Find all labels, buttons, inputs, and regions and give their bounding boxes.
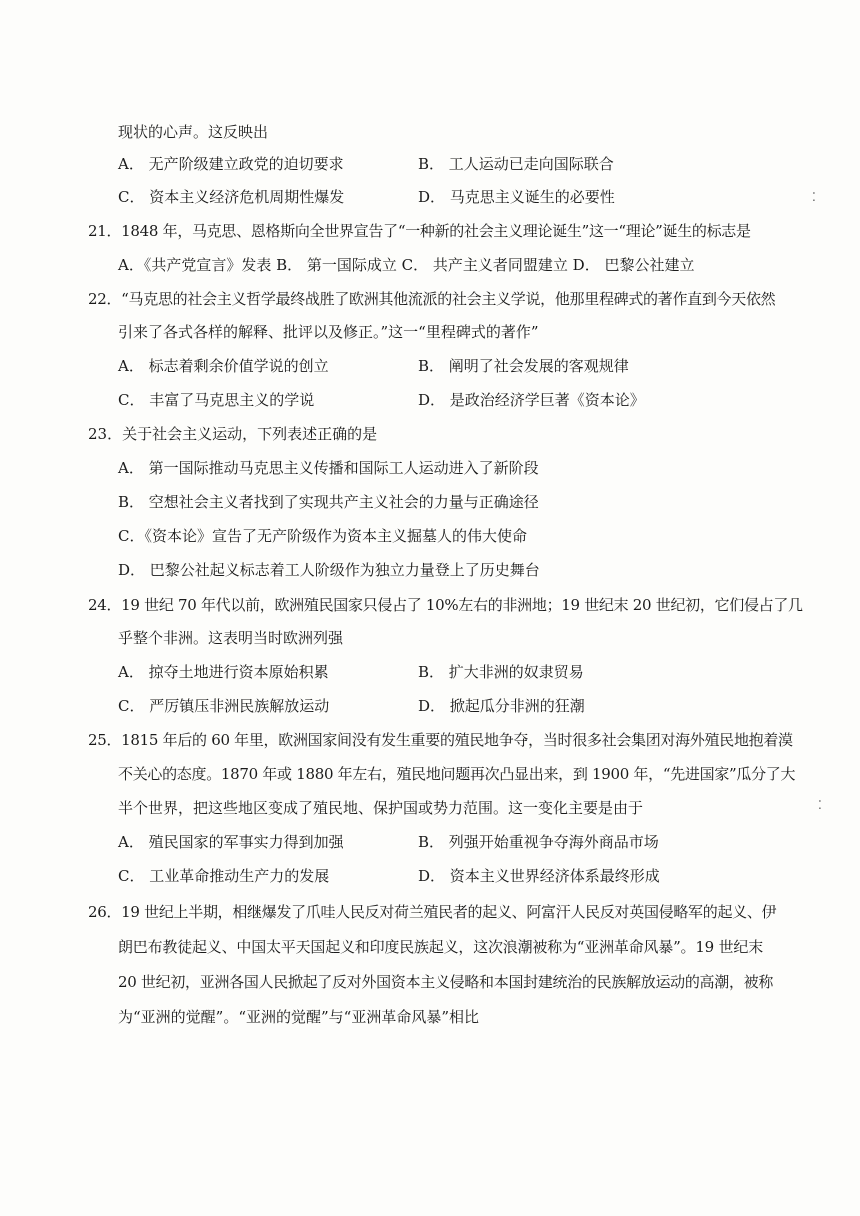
q25-option-b: B． 列强开始重视争夺海外商品市场 bbox=[418, 833, 659, 851]
q22-stem-line-2: 引来了各式各样的解释、批评以及修正。”这一“里程碑式的著作” bbox=[118, 323, 539, 341]
q23-option-d: D． 巴黎公社起义标志着工人阶级作为独立力量登上了历史舞台 bbox=[118, 561, 540, 579]
q24-option-d: D． 掀起瓜分非洲的狂潮 bbox=[418, 697, 585, 715]
q24-stem-line-2: 乎整个非洲。这表明当时欧洲列强 bbox=[118, 629, 344, 647]
q24-option-b: B． 扩大非洲的奴隶贸易 bbox=[418, 663, 584, 681]
q22-option-b: B． 阐明了社会发展的客观规律 bbox=[418, 357, 629, 375]
q25-option-a: A． 殖民国家的军事实力得到加强 bbox=[118, 833, 344, 851]
q23-option-a: A． 第一国际推动马克思主义传播和国际工人运动进入了新阶段 bbox=[118, 459, 539, 477]
q24-option-a: A． 掠夺土地进行资本原始积累 bbox=[118, 663, 329, 681]
q20-option-c: C． 资本主义经济危机周期性爆发 bbox=[118, 188, 345, 206]
q24-option-c: C． 严厉镇压非洲民族解放运动 bbox=[118, 697, 330, 715]
q23-option-c: C．《资本论》宣告了无产阶级作为资本主义掘墓人的伟大使命 bbox=[118, 527, 527, 545]
q24-stem-line-1: 24．19 世纪 70 年代以前，欧洲殖民国家只侵占了 10%左右的非洲地；19 世纪末 20 世纪初，它们侵占了几 bbox=[88, 596, 803, 614]
scan-speck: ⁚ bbox=[818, 798, 822, 812]
q20-option-a: A． 无产阶级建立政党的迫切要求 bbox=[118, 155, 344, 173]
q26-stem-line-4: 为“亚洲的觉醒”。“亚洲的觉醒”与“亚洲革命风暴”相比 bbox=[118, 1008, 480, 1026]
q20-option-b: B． 工人运动已走向国际联合 bbox=[418, 155, 614, 173]
q21-options: A．《共产党宣言》发表 B． 第一国际成立 C． 共产主义者同盟建立 D． 巴黎公社建立 bbox=[118, 256, 695, 274]
q26-stem-line-3: 20 世纪初，亚洲各国人民掀起了反对外国资本主义侵略和本国封建统治的民族解放运动的高潮，被称 bbox=[118, 973, 774, 991]
q26-stem-line-1: 26．19 世纪上半期，相继爆发了爪哇人民反对荷兰殖民者的起义、阿富汗人民反对英国侵略军的起义、伊 bbox=[88, 903, 777, 921]
q22-stem-line-1: 22．“马克思的社会主义哲学最终战胜了欧洲其他流派的社会主义学说，他那里程碑式的著作直到今天依然 bbox=[88, 290, 776, 308]
q25-option-d: D． 资本主义世界经济体系最终形成 bbox=[418, 867, 660, 885]
q22-option-d: D． 是政治经济学巨著《资本论》 bbox=[418, 391, 645, 409]
q20-stem-continuation: 现状的心声。这反映出 bbox=[118, 123, 269, 141]
q23-option-b: B． 空想社会主义者找到了实现共产主义社会的力量与正确途径 bbox=[118, 493, 539, 511]
q22-option-a: A． 标志着剩余价值学说的创立 bbox=[118, 357, 329, 375]
q25-stem-line-3: 半个世界，把这些地区变成了殖民地、保护国或势力范围。这一变化主要是由于 bbox=[118, 799, 644, 817]
q25-stem-line-2: 不关心的态度。1870 年或 1880 年左右，殖民地问题再次凸显出来，到 1900 年，“先进国家”瓜分了大 bbox=[118, 765, 796, 783]
q25-option-c: C． 工业革命推动生产力的发展 bbox=[118, 867, 330, 885]
q25-stem-line-1: 25．1815 年后的 60 年里，欧洲国家间没有发生重要的殖民地争夺，当时很多社会集团对海外殖民地抱着漠 bbox=[88, 731, 793, 749]
q23-stem: 23．关于社会主义运动，下列表述正确的是 bbox=[88, 425, 378, 443]
q22-option-c: C． 丰富了马克思主义的学说 bbox=[118, 391, 315, 409]
q21-stem: 21．1848 年，马克思、恩格斯向全世界宣告了“一种新的社会主义理论诞生”这一“理论”诞生的标志是 bbox=[88, 222, 751, 240]
q26-stem-line-2: 朗巴布教徒起义、中国太平天国起义和印度民族起义，这次浪潮被称为“亚洲革命风暴”。19 世纪末 bbox=[118, 938, 763, 956]
scan-speck: ⁚ bbox=[812, 190, 816, 204]
q20-option-d: D． 马克思主义诞生的必要性 bbox=[418, 188, 615, 206]
